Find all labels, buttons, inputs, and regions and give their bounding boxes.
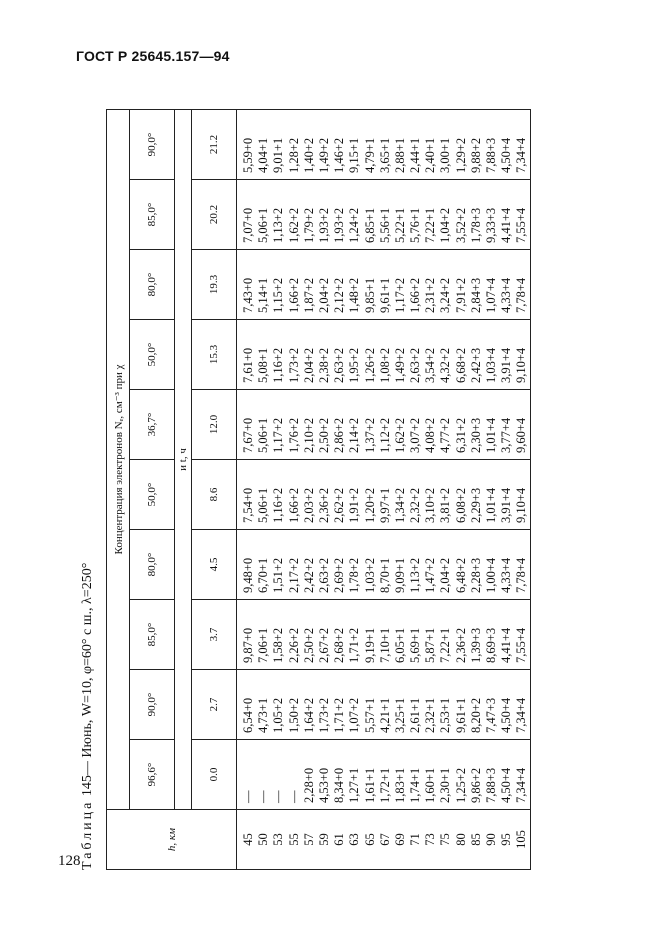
height-value: 75 [438, 833, 453, 846]
table-cell: 2,61+1 [408, 697, 423, 733]
table-cell: 7,78+4 [514, 277, 529, 313]
table-cell: 2,69+2 [332, 557, 347, 593]
table-cell: 1,49+2 [316, 137, 331, 173]
table-cell: 1,13+2 [408, 557, 423, 593]
table-cell: 5,06+1 [256, 417, 271, 453]
table-cell: 1,13+2 [271, 207, 286, 243]
table-cell: 1,34+2 [392, 487, 407, 523]
table-cell: 2,12+2 [332, 277, 347, 313]
table-cell: 1,25+2 [453, 767, 468, 803]
table-cell: — [271, 790, 286, 803]
height-value: 61 [332, 833, 347, 846]
table-cell: 1,66+2 [408, 277, 423, 313]
table-cell: 3,91+4 [499, 347, 514, 383]
table-cell: 2,03+2 [301, 487, 316, 523]
table-cell: 2,53+1 [438, 697, 453, 733]
height-value: 63 [347, 833, 362, 846]
table-cell: 1,51+2 [271, 557, 286, 593]
table-cell: 7,34+4 [514, 697, 529, 733]
chi-header: 90,0° [130, 109, 175, 179]
table-cell: 3,65+1 [377, 137, 392, 173]
table-cell: 7,47+3 [484, 697, 498, 733]
table-cell: 5,59+0 [241, 137, 255, 173]
value-column [237, 390, 531, 460]
hour-header: 3.7 [192, 600, 237, 670]
table-cell: 1,37+2 [362, 417, 377, 453]
table-cell: 5,06+1 [256, 207, 271, 243]
table-cell: 1,04+2 [438, 207, 453, 243]
table-cell: 2,68+2 [332, 627, 347, 663]
table-cell: 6,85+1 [362, 207, 377, 243]
table-cell: 2,50+2 [301, 627, 316, 663]
value-column [237, 670, 531, 740]
table-cell: 2,29+3 [468, 487, 483, 523]
table-cell: 2,04+2 [438, 557, 453, 593]
table-cell: 3,10+2 [423, 487, 438, 523]
table-cell: 1,15+2 [271, 277, 286, 313]
table-cell: 2,30+3 [468, 417, 483, 453]
table-cell: 7,55+4 [514, 207, 529, 243]
table-cell: 4,53+0 [316, 767, 331, 803]
table-cell: 2,36+2 [453, 627, 468, 663]
table-cell: 4,33+4 [499, 277, 514, 313]
height-value: 85 [468, 833, 483, 846]
hour-header: 12.0 [192, 390, 237, 460]
value-column [237, 460, 531, 530]
table-cell: 1,61+1 [362, 767, 377, 803]
value-column [237, 740, 531, 810]
table-cell: 2,67+2 [316, 627, 331, 663]
table-cell: 9,87+0 [241, 627, 255, 663]
table-cell: 1,40+2 [301, 137, 316, 173]
table-cell: 1,03+4 [484, 347, 498, 383]
table-cell: — [241, 790, 255, 803]
table-cell: 3,91+4 [499, 487, 514, 523]
caption-text: 145— Июнь, W=10, φ=60° с ш., λ=250° [80, 562, 95, 797]
height-value: 105 [514, 830, 529, 849]
table-cell: 4,79+1 [362, 137, 377, 173]
table-cell: 6,68+2 [453, 347, 468, 383]
height-value: 55 [286, 833, 301, 846]
table-cell: 2,32+1 [423, 697, 438, 733]
value-column [237, 600, 531, 670]
table-cell: 5,57+1 [362, 697, 377, 733]
table-cell: 1,71+2 [347, 627, 362, 663]
table-cell: 7,34+4 [514, 767, 529, 803]
table-cell: 4,04+1 [256, 137, 271, 173]
table-cell: 4,41+4 [499, 207, 514, 243]
table-cell: 1,62+2 [392, 417, 407, 453]
table-cell: 4,33+4 [499, 557, 514, 593]
height-value: 53 [271, 833, 286, 846]
table-cell: — [286, 790, 301, 803]
hour-header: 8.6 [192, 460, 237, 530]
table-cell: 2,88+1 [392, 137, 407, 173]
rotated-table-block [76, 80, 530, 870]
table-cell: 5,87+1 [423, 627, 438, 663]
table-cell: 7,78+4 [514, 557, 529, 593]
chi-header: 50,0° [130, 320, 175, 390]
table-cell: 1,76+2 [286, 417, 301, 453]
table-cell: 1,87+2 [301, 277, 316, 313]
table-cell: 1,50+2 [286, 697, 301, 733]
table-cell: 1,66+2 [286, 487, 301, 523]
table-cell: 1,26+2 [362, 347, 377, 383]
table-cell: 2,28+3 [468, 557, 483, 593]
hour-header: 21.2 [192, 109, 237, 179]
group-header: Концентрация электронов Nₑ, см⁻³ при χ [107, 109, 130, 809]
table-cell: 1,24+2 [347, 207, 362, 243]
table-cell: 5,69+1 [408, 627, 423, 663]
table-cell: 3,52+2 [453, 207, 468, 243]
table-cell: 1,79+2 [301, 207, 316, 243]
table-cell: 1,16+2 [271, 347, 286, 383]
table-cell: 1,48+2 [347, 277, 362, 313]
table-cell: 1,17+2 [271, 417, 286, 453]
chi-header: 36,7° [130, 390, 175, 460]
table-cell: 2,32+2 [408, 487, 423, 523]
chi-header: 90,0° [130, 670, 175, 740]
table-cell: 2,63+2 [408, 347, 423, 383]
table-cell: 2,42+2 [301, 557, 316, 593]
hour-header: 2.7 [192, 670, 237, 740]
table-cell: 2,31+2 [423, 277, 438, 313]
table-cell: 7,07+0 [241, 207, 255, 243]
table-cell: 1,07+2 [347, 697, 362, 733]
table-cell: 4,77+2 [438, 417, 453, 453]
page-number: 128 [58, 853, 81, 869]
table-cell: 4,08+2 [423, 417, 438, 453]
table-cell: 8,34+0 [332, 767, 347, 803]
hour-header: 20.2 [192, 180, 237, 250]
hour-header: 0.0 [192, 740, 237, 810]
table-cell: 7,22+1 [423, 207, 438, 243]
table-cell: 9,85+1 [362, 277, 377, 313]
value-column [237, 530, 531, 600]
table-cell: 1,78+3 [468, 207, 483, 243]
table-cell: 9,15+1 [347, 137, 362, 173]
value-column [237, 250, 531, 320]
table-cell: 9,88+2 [468, 137, 483, 173]
table-cell: 1,72+1 [377, 767, 392, 803]
table-cell: 1,66+2 [286, 277, 301, 313]
table-cell: 4,41+4 [499, 627, 514, 663]
table-cell: 5,76+1 [408, 207, 423, 243]
data-table [106, 109, 531, 870]
table-cell: 1,07+4 [484, 277, 498, 313]
table-cell: 3,07+2 [408, 417, 423, 453]
table-cell: 3,54+2 [423, 347, 438, 383]
table-cell: 2,30+1 [438, 767, 453, 803]
table-cell: 3,81+2 [438, 487, 453, 523]
table-cell: 1,16+2 [271, 487, 286, 523]
table-cell: 2,04+2 [316, 277, 331, 313]
height-value: 67 [377, 833, 392, 846]
table-cell: 9,60+4 [514, 417, 529, 453]
document-header: ГОСТ Р 25645.157—94 [76, 48, 230, 64]
table-cell: 2,62+2 [332, 487, 347, 523]
value-column [237, 320, 531, 390]
chi-header: 96,6° [130, 740, 175, 810]
table-cell: 3,24+2 [438, 277, 453, 313]
height-value: 65 [362, 833, 377, 846]
height-value: 69 [392, 833, 407, 846]
table-cell: 5,06+1 [256, 487, 271, 523]
table-cell: 2,26+2 [286, 627, 301, 663]
table-cell: 6,08+2 [453, 487, 468, 523]
chi-header: 50,0° [130, 460, 175, 530]
table-cell: 1,73+2 [286, 347, 301, 383]
table-cell: 1,28+2 [286, 137, 301, 173]
table-cell: 9,33+3 [484, 207, 498, 243]
table-cell: 2,86+2 [332, 417, 347, 453]
table-cell: 1,03+2 [362, 557, 377, 593]
table-cell: 6,54+0 [241, 697, 255, 733]
table-cell: 7,10+1 [377, 627, 392, 663]
table-cell: 1,83+1 [392, 767, 407, 803]
height-header: h, км [107, 810, 237, 870]
table-cell: 7,88+3 [484, 767, 498, 803]
height-value: 73 [423, 833, 438, 846]
table-cell: 5,22+1 [392, 207, 407, 243]
table-cell: 7,06+1 [256, 627, 271, 663]
table-cell: 2,44+1 [408, 137, 423, 173]
table-cell: 1,73+2 [316, 697, 331, 733]
table-cell: 5,56+1 [377, 207, 392, 243]
caption-prefix: Таблица [80, 799, 95, 870]
table-cell: 7,54+0 [241, 487, 255, 523]
hour-header: 19.3 [192, 250, 237, 320]
table-cell: 7,88+3 [484, 137, 498, 173]
table-cell: 2,50+2 [316, 417, 331, 453]
table-cell: 3,77+4 [499, 417, 514, 453]
table-cell: 9,09+1 [392, 557, 407, 593]
table-cell: 9,19+1 [362, 627, 377, 663]
heights-column [237, 810, 531, 870]
table-cell: 7,43+0 [241, 277, 255, 313]
table-cell: 1,93+2 [316, 207, 331, 243]
table-cell: 6,05+1 [392, 627, 407, 663]
table-cell: 1,17+2 [392, 277, 407, 313]
table-cell: 1,74+1 [408, 767, 423, 803]
table-cell: 2,04+2 [301, 347, 316, 383]
table-cell: 5,08+1 [256, 347, 271, 383]
height-value: 59 [316, 833, 331, 846]
height-value: 90 [484, 833, 498, 846]
chi-header: 85,0° [130, 600, 175, 670]
table-cell: 9,10+4 [514, 487, 529, 523]
table-cell: 1,49+2 [392, 347, 407, 383]
hour-header: 15.3 [192, 320, 237, 390]
table-cell: 2,36+2 [316, 487, 331, 523]
table-cell: 1,93+2 [332, 207, 347, 243]
table-cell: 2,84+3 [468, 277, 483, 313]
table-cell: 4,73+1 [256, 697, 271, 733]
table-cell: 2,10+2 [301, 417, 316, 453]
table-cell: 2,63+2 [316, 557, 331, 593]
table-cell: 8,69+3 [484, 627, 498, 663]
height-value: 50 [256, 833, 271, 846]
height-value: 71 [408, 833, 423, 846]
value-column [237, 180, 531, 250]
table-cell: — [256, 790, 271, 803]
chi-header: 85,0° [130, 180, 175, 250]
table-cell: 1,78+2 [347, 557, 362, 593]
table-cell: 1,46+2 [332, 137, 347, 173]
table-cell: 1,20+2 [362, 487, 377, 523]
chi-header: 80,0° [130, 530, 175, 600]
table-cell: 9,61+1 [377, 277, 392, 313]
table-cell: 7,22+1 [438, 627, 453, 663]
table-cell: 1,47+2 [423, 557, 438, 593]
table-cell: 2,28+0 [301, 767, 316, 803]
table-cell: 3,00+1 [438, 137, 453, 173]
table-cell: 4,50+4 [499, 697, 514, 733]
table-cell: 9,97+1 [377, 487, 392, 523]
height-value: 57 [301, 833, 316, 846]
value-column [237, 109, 531, 179]
table-cell: 3,25+1 [392, 697, 407, 733]
table-cell: 1,95+2 [347, 347, 362, 383]
height-value: 95 [499, 833, 514, 846]
table-cell: 1,71+2 [332, 697, 347, 733]
table-cell: 1,01+4 [484, 417, 498, 453]
table-cell: 1,39+3 [468, 627, 483, 663]
height-value: 80 [453, 833, 468, 846]
table-cell: 7,67+0 [241, 417, 255, 453]
table-cell: 1,12+2 [377, 417, 392, 453]
table-caption [76, 80, 100, 870]
table-cell: 1,64+2 [301, 697, 316, 733]
table-cell: 1,29+2 [453, 137, 468, 173]
table-cell: 8,70+1 [377, 557, 392, 593]
table-cell: 6,31+2 [453, 417, 468, 453]
table-cell: 7,34+4 [514, 137, 529, 173]
table-cell: 5,14+1 [256, 277, 271, 313]
table-cell: 1,05+2 [271, 697, 286, 733]
table-cell: 4,50+4 [499, 767, 514, 803]
table-cell: 1,01+4 [484, 487, 498, 523]
height-value: 45 [241, 833, 255, 846]
table-cell: 2,63+2 [332, 347, 347, 383]
table-cell: 6,48+2 [453, 557, 468, 593]
table-cell: 1,62+2 [286, 207, 301, 243]
table-cell: 7,61+0 [241, 347, 255, 383]
table-cell: 2,14+2 [347, 417, 362, 453]
table-cell: 1,58+2 [271, 627, 286, 663]
ut-header: и t, ч [175, 109, 192, 809]
table-cell: 4,21+1 [377, 697, 392, 733]
table-cell: 1,91+2 [347, 487, 362, 523]
table-cell: 6,70+1 [256, 557, 271, 593]
table-cell: 9,61+1 [453, 697, 468, 733]
table-cell: 7,55+4 [514, 627, 529, 663]
table-cell: 1,08+2 [377, 347, 392, 383]
table-cell: 9,48+0 [241, 557, 255, 593]
table-cell: 4,50+4 [499, 137, 514, 173]
table-cell: 9,86+2 [468, 767, 483, 803]
table-cell: 8,20+2 [468, 697, 483, 733]
table-cell: 4,32+2 [438, 347, 453, 383]
table-cell: 1,00+4 [484, 557, 498, 593]
table-cell: 1,27+1 [347, 767, 362, 803]
table-cell: 7,91+2 [453, 277, 468, 313]
hour-header: 4.5 [192, 530, 237, 600]
chi-header: 80,0° [130, 250, 175, 320]
table-cell: 2,42+3 [468, 347, 483, 383]
table-cell: 9,10+4 [514, 347, 529, 383]
table-cell: 1,60+1 [423, 767, 438, 803]
table-cell: 2,40+1 [423, 137, 438, 173]
table-cell: 2,17+2 [286, 557, 301, 593]
table-cell: 9,01+1 [271, 137, 286, 173]
table-cell: 2,38+2 [316, 347, 331, 383]
